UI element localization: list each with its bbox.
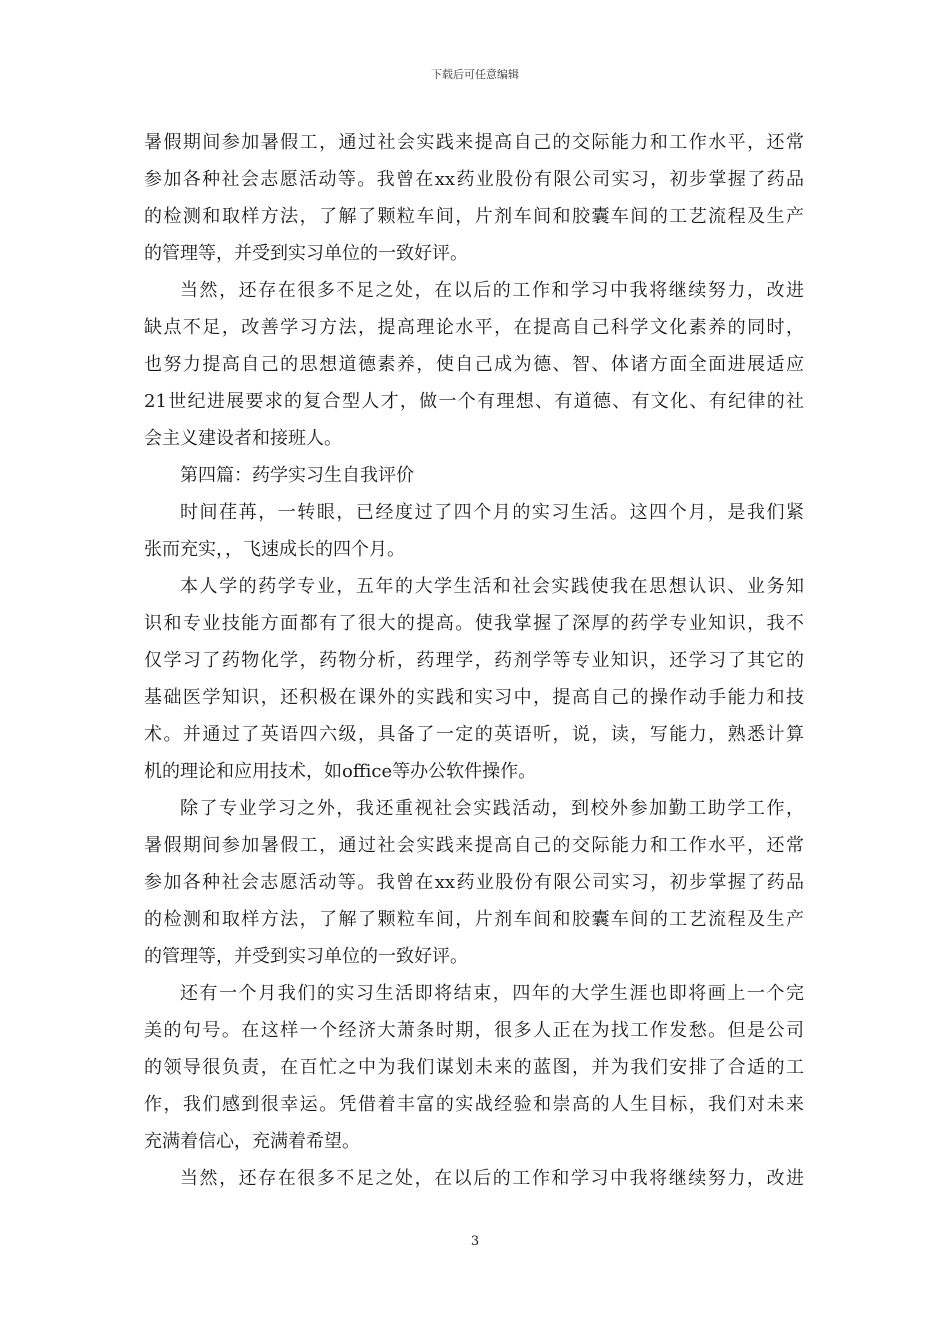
text-line: 美的句号。在这样一个经济大萧条时期，很多人正在为找工作发愁。但是公司 (144, 1020, 804, 1041)
page-number: 3 (470, 1234, 480, 1249)
page-header: 下载后可任意编辑 (431, 68, 519, 81)
text-line: 术。并通过了英语四六级，具备了一定的英语听，说，读，写能力，熟悉计算 (144, 724, 804, 745)
text-line: 也努力提高自己的思想道德素养，使自己成为德、智、体诸方面全面进展适应 (144, 354, 804, 375)
section-heading: 第四篇：药学实习生自我评价 (180, 465, 414, 486)
text-line: 本人学的药学专业，五年的大学生活和社会实践使我在思想认识、业务知 (180, 576, 804, 597)
text-line: 参加各种社会志愿活动等。我曾在xx药业股份有限公司实习，初步掌握了药品 (144, 872, 804, 893)
text-line: 暑假期间参加暑假工，通过社会实践来提高自己的交际能力和工作水平，还常 (144, 132, 804, 153)
text-line: 的检测和取样方法，了解了颗粒车间，片剂车间和胶囊车间的工艺流程及生产 (144, 909, 804, 930)
text-line: 当然，还存在很多不足之处，在以后的工作和学习中我将继续努力，改进 (180, 280, 804, 301)
text-line: 缺点不足，改善学习方法，提高理论水平，在提高自己科学文化素养的同时， (144, 317, 804, 338)
text-line: 还有一个月我们的实习生活即将结束，四年的大学生涯也即将画上一个完 (180, 983, 804, 1004)
text-line: 参加各种社会志愿活动等。我曾在xx药业股份有限公司实习，初步掌握了药品 (144, 169, 804, 190)
text-line: 的领导很负责，在百忙之中为我们谋划未来的蓝图，并为我们安排了合适的工 (144, 1057, 804, 1078)
text-line: 的管理等，并受到实习单位的一致好评。 (144, 243, 468, 264)
text-line: 作，我们感到很幸运。凭借着丰富的实战经验和崇高的人生目标，我们对未来 (144, 1094, 804, 1115)
text-line: 识和专业技能方面都有了很大的提高。使我掌握了深厚的药学专业知识，我不 (144, 613, 804, 634)
text-line: 当然，还存在很多不足之处，在以后的工作和学习中我将继续努力，改进 (180, 1168, 804, 1189)
text-line: 机的理论和应用技术，如office等办公软件操作。 (144, 761, 537, 782)
text-line: 的检测和取样方法，了解了颗粒车间，片剂车间和胶囊车间的工艺流程及生产 (144, 206, 804, 227)
text-line: 时间荏苒，一转眼，已经度过了四个月的实习生活。这四个月，是我们紧 (180, 502, 804, 523)
text-line: 的管理等，并受到实习单位的一致好评。 (144, 946, 468, 967)
text-line: 仅学习了药物化学，药物分析，药理学，药剂学等专业知识，还学习了其它的 (144, 650, 804, 671)
text-line: 除了专业学习之外，我还重视社会实践活动，到校外参加勤工助学工作， (180, 798, 804, 819)
text-line: 会主义建设者和接班人。 (144, 428, 342, 449)
document-body (144, 124, 804, 1197)
text-line: 基础医学知识，还积极在课外的实践和实习中，提高自己的操作动手能力和技 (144, 687, 804, 708)
text-line: 21世纪进展要求的复合型人才，做一个有理想、有道德、有文化、有纪律的社 (144, 391, 804, 412)
text-line: 充满着信心，充满着希望。 (144, 1131, 360, 1152)
text-line: 暑假期间参加暑假工，通过社会实践来提高自己的交际能力和工作水平，还常 (144, 835, 804, 856)
text-line: 张而充实，，飞速成长的四个月。 (144, 539, 405, 560)
